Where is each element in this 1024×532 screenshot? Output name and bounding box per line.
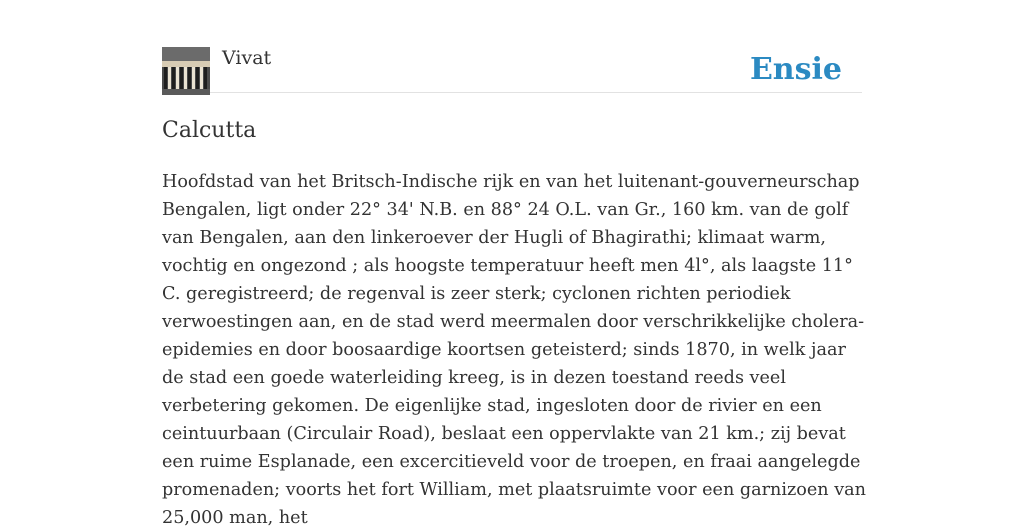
article-body: Hoofdstad van het Britsch-Indische rijk en van het luitenant-gouverneurschap Bengalen, ligt onder 22° 34' N.B. en 88° 24 O.L. van Gr., 160 km. van de golf van Bengalen, aan den linkeroever der Hugli of Bhagirathi; klimaat warm, vochtig en ongezond ; als hoogste temperatuur heeft men 4l°, als laagste 11° C. geregistreerd; de regenval is zeer sterk; cyclonen richten periodiek verwoestingen aan, en de stad werd meermalen door verschrikkelijke cholera-epidemies en door boosaardige koortsen geteisterd; sinds 1870, in welk jaar de stad een goede waterleiding kreeg, is in dezen toestand reeds veel verbetering gekomen. De eigenlijke stad, ingesloten door de rivier en een ceintuurbaan (Circulair Road), beslaat een oppervlakte van 21 km.; zij bevat een ruime Esplanade, een excercitieveld voor de troepen, en fraai aangelegde promenaden; voorts het fort William, met plaatsruimte voor een garnizoen van 25,000 man, het bbox=[162, 172, 866, 528]
article-header bbox=[162, 46, 862, 93]
source-name[interactable]: Vivat bbox=[222, 47, 272, 69]
book-spines-icon bbox=[162, 47, 210, 95]
article-title: Calcutta bbox=[162, 118, 257, 143]
source-avatar[interactable] bbox=[162, 47, 210, 95]
brand-logo[interactable]: Ensie bbox=[749, 52, 842, 87]
